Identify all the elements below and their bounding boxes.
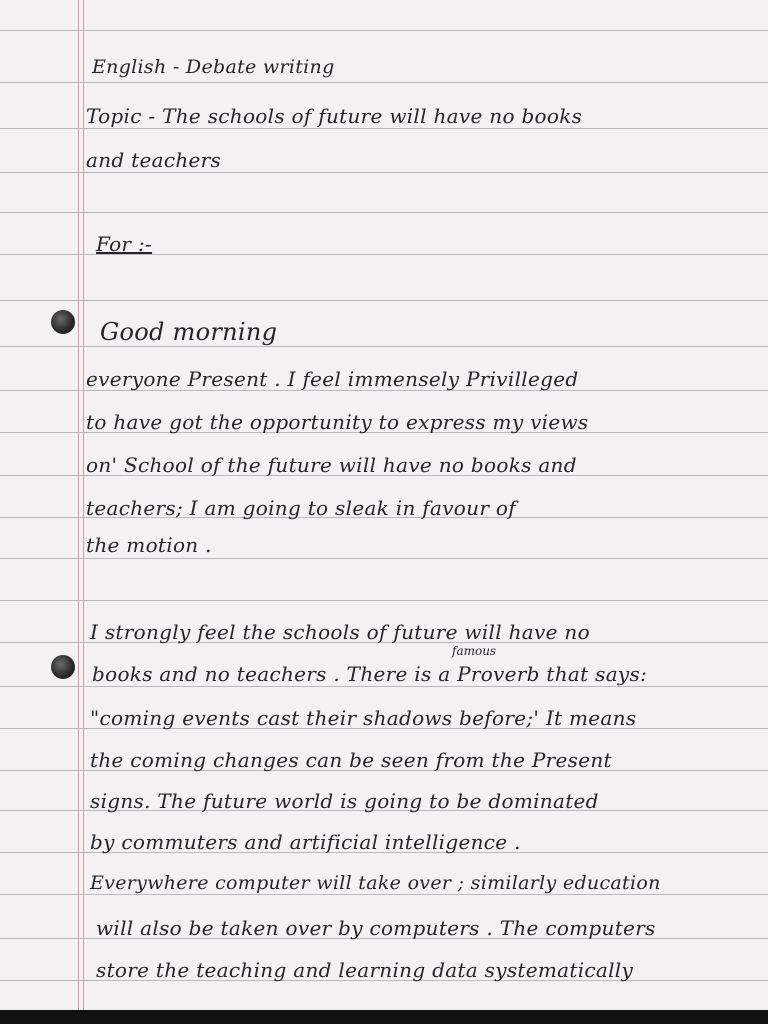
body-line: will also be taken over by computers . The computers [96,916,656,940]
margin-line-left [78,0,79,1010]
body-line: the motion . [86,533,212,557]
ruled-line [0,894,768,895]
binding-hole-top [51,310,75,334]
heading-text: English - Debate writing [92,56,335,78]
topic-line-1: Topic - The schools of future will have no books [86,104,583,128]
body-line: signs. The future world is going to be dominated [90,789,599,813]
ruled-line [0,30,768,31]
margin-line-right [83,0,84,1010]
body-line: on' School of the future will have no books and [86,453,577,477]
body-line: Everywhere computer will take over ; similarly education [90,872,661,894]
ruled-line [0,82,768,83]
ruled-line [0,172,768,173]
body-line: books and no teachers . There is a Proverb that says: [92,662,648,686]
body-line: "coming events cast their shadows before;' It means [90,706,637,730]
ruled-line [0,346,768,347]
ruled-line [0,128,768,129]
insertion-note: famous [452,644,497,658]
bottom-shadow [0,1010,768,1024]
binding-hole-bottom [51,655,75,679]
body-line: everyone Present . I feel immensely Privilleged [86,367,579,391]
ruled-line [0,558,768,559]
body-line: by commuters and artificial intelligence . [90,830,521,854]
side-label: For :- [96,232,153,256]
body-line: store the teaching and learning data systematically [96,958,634,982]
body-line: I strongly feel the schools of future will have no [90,620,590,644]
ruled-line [0,212,768,213]
body-line: to have got the opportunity to express my views [86,410,589,434]
ruled-line [0,300,768,301]
body-line: teachers; I am going to sleak in favour of [86,496,516,520]
body-line: Good morning [100,318,278,346]
ruled-line [0,600,768,601]
topic-line-2: and teachers [86,148,222,172]
body-line: the coming changes can be seen from the Present [90,748,612,772]
ruled-line [0,686,768,687]
